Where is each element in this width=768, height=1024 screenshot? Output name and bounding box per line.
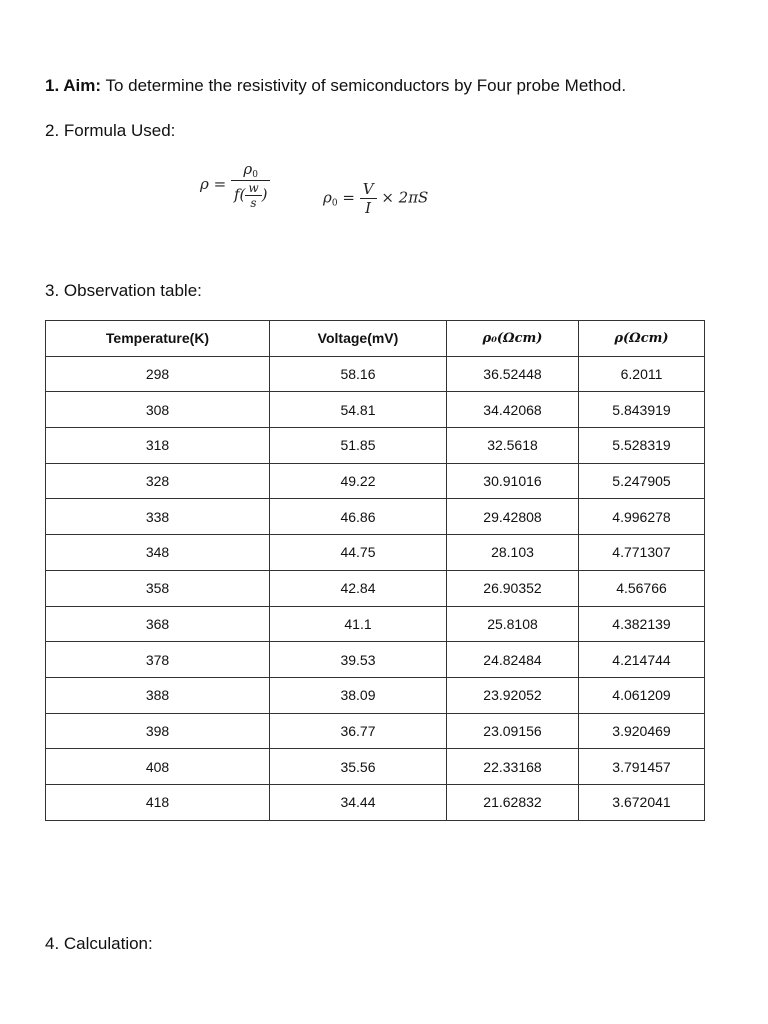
cell-voltage: 36.77 [270,713,447,749]
rho-lhs: ρ = [200,175,227,193]
v-symbol: V [360,180,377,199]
cell-rho0: 24.82484 [447,642,579,678]
w-over-s-fraction [245,181,261,210]
cell-rho: 4.214744 [579,642,705,678]
cell-voltage: 54.81 [270,392,447,428]
formula-heading: 2. Formula Used: [45,121,176,140]
resistivity-formula [200,160,270,210]
cell-voltage: 41.1 [270,606,447,642]
rho0-lhs-sub: 0 [331,198,338,209]
cell-rho: 3.672041 [579,784,705,820]
table-row [46,392,705,428]
rho-num-symbol: ρ [243,160,253,178]
cell-rho: 6.2011 [579,356,705,392]
cell-rho0: 34.42068 [447,392,579,428]
cell-temperature: 298 [46,356,270,392]
header-rho0: ρ₀(Ωcm) [447,321,579,357]
cell-rho0: 30.91016 [447,463,579,499]
cell-temperature: 308 [46,392,270,428]
table-row [46,606,705,642]
cell-rho0: 25.8108 [447,606,579,642]
cell-voltage: 39.53 [270,642,447,678]
table-row [46,463,705,499]
cell-temperature: 418 [46,784,270,820]
rho-numerator [231,160,271,181]
cell-rho: 5.528319 [579,428,705,464]
cell-rho: 3.791457 [579,749,705,785]
cell-voltage: 34.44 [270,784,447,820]
cell-voltage: 58.16 [270,356,447,392]
aim-paragraph [45,76,626,96]
cell-voltage: 38.09 [270,677,447,713]
table-row [46,428,705,464]
cell-voltage: 46.86 [270,499,447,535]
rho-num-sub: 0 [252,170,258,180]
rho-denominator [231,181,271,210]
aim-text: To determine the resistivity of semiconductors by Four probe Method. [101,76,627,95]
observation-table [45,320,705,821]
rho-fraction [231,160,271,210]
rho0-rhs: × 2πS [381,188,429,207]
cell-rho: 5.843919 [579,392,705,428]
cell-rho: 4.061209 [579,677,705,713]
header-temperature: Temperature(K) [46,321,270,357]
cell-rho0: 29.42808 [447,499,579,535]
rho0-formula [323,180,428,217]
w-symbol: w [245,181,261,196]
cell-rho0: 22.33168 [447,749,579,785]
cell-rho: 4.771307 [579,535,705,571]
cell-rho0: 26.90352 [447,570,579,606]
cell-rho0: 32.5618 [447,428,579,464]
cell-voltage: 49.22 [270,463,447,499]
cell-temperature: 378 [46,642,270,678]
aim-label: 1. Aim: [45,76,102,95]
table-row [46,749,705,785]
cell-rho0: 23.92052 [447,677,579,713]
v-over-i-fraction [360,180,377,217]
rho-den-prefix: f( [233,185,246,204]
header-rho: ρ(Ωcm) [579,321,705,357]
cell-voltage: 35.56 [270,749,447,785]
table-row [46,713,705,749]
table-body [46,356,705,820]
cell-rho: 3.920469 [579,713,705,749]
cell-temperature: 318 [46,428,270,464]
cell-rho0: 23.09156 [447,713,579,749]
cell-rho0: 36.52448 [447,356,579,392]
table-row [46,535,705,571]
rho-den-suffix: ) [261,185,268,204]
cell-rho0: 28.103 [447,535,579,571]
observation-heading: 3. Observation table: [45,281,202,300]
s-symbol: s [250,196,257,210]
cell-temperature: 368 [46,606,270,642]
header-voltage: Voltage(mV) [270,321,447,357]
rho0-equals: = [337,188,355,207]
cell-rho: 5.247905 [579,463,705,499]
table-row [46,677,705,713]
cell-voltage: 51.85 [270,428,447,464]
cell-temperature: 398 [46,713,270,749]
cell-temperature: 348 [46,535,270,571]
calculation-heading: 4. Calculation: [45,934,153,953]
cell-voltage: 42.84 [270,570,447,606]
table-row [46,784,705,820]
table-row [46,570,705,606]
cell-rho: 4.382139 [579,606,705,642]
cell-temperature: 338 [46,499,270,535]
cell-rho: 4.996278 [579,499,705,535]
table-row [46,642,705,678]
cell-temperature: 408 [46,749,270,785]
cell-temperature: 328 [46,463,270,499]
table-row [46,356,705,392]
table-row [46,499,705,535]
cell-temperature: 358 [46,570,270,606]
cell-voltage: 44.75 [270,535,447,571]
cell-rho: 4.56766 [579,570,705,606]
i-symbol: I [365,199,372,217]
rho0-lhs: ρ [323,188,332,207]
table-header-row [46,321,705,357]
cell-rho0: 21.62832 [447,784,579,820]
cell-temperature: 388 [46,677,270,713]
